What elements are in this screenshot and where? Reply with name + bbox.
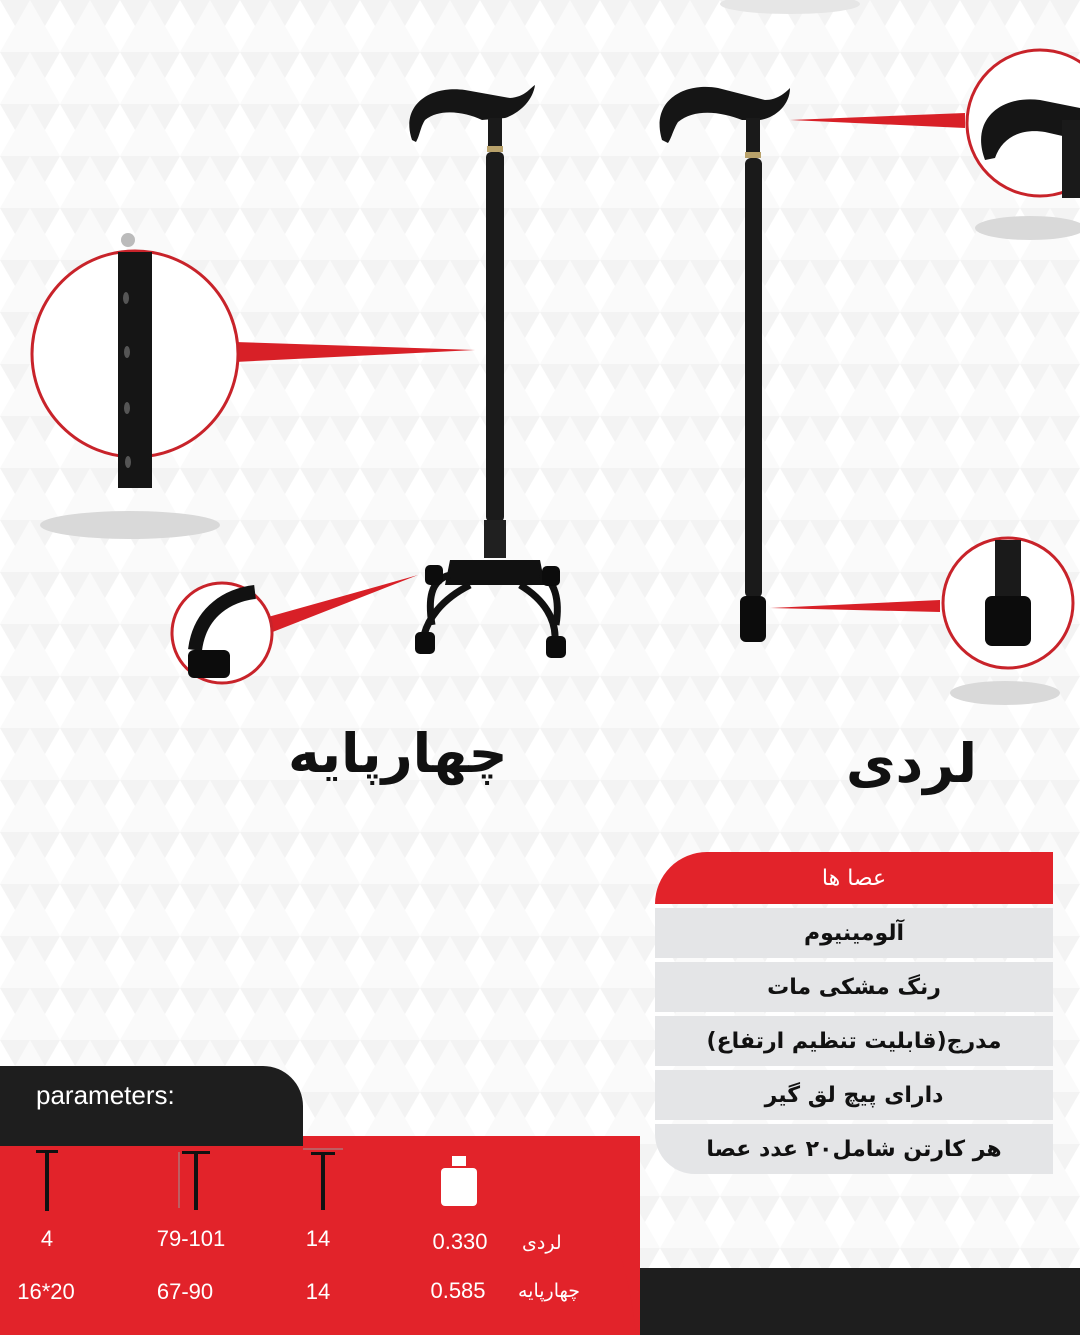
lordy-cane-image: [660, 87, 790, 642]
param-value: 14: [305, 1226, 331, 1251]
footer-dark-band: [600, 1268, 1080, 1335]
spec-table: [655, 852, 1053, 1174]
param-value: 4: [40, 1226, 54, 1251]
param-height: 79-101: [156, 1226, 226, 1251]
handle-width-icon: [36, 1148, 58, 1212]
spec-row-carton: هر کارتن شامل۲۰ عدد عصا: [655, 1124, 1053, 1174]
handle-detail-zoom: [967, 50, 1080, 198]
callout-pointer: [790, 113, 965, 128]
shadow: [950, 681, 1060, 705]
tip-detail-zoom: [943, 538, 1073, 668]
param-weight: 0.330: [432, 1229, 488, 1254]
param-row-name: چهارپایه: [518, 1280, 581, 1302]
shaft-detail-zoom: [32, 233, 238, 488]
lordy-cane-title: لردی: [846, 732, 978, 795]
callout-pointer: [268, 575, 418, 633]
spec-row-material: آلومینیوم: [655, 908, 1053, 958]
param-value: 16*20: [17, 1279, 75, 1304]
param-row-name: لردی: [522, 1232, 562, 1254]
quad-cane-title: چهارپایه: [288, 722, 508, 785]
spec-row-adjustable: مدرج(قابلیت تنظیم ارتفاع): [655, 1016, 1053, 1066]
shadow: [40, 511, 220, 539]
parameters-label: parameters:: [36, 1080, 175, 1110]
quad-cane-image: [409, 85, 566, 658]
param-height: 67-90: [156, 1279, 214, 1304]
spec-row-color: رنگ مشکی مات: [655, 962, 1053, 1012]
adjustable-height-icon: [176, 1150, 216, 1210]
foot-detail-zoom: [172, 583, 272, 683]
param-weight: 0.585: [430, 1278, 486, 1303]
callout-pointer: [770, 600, 940, 612]
param-value: 14: [305, 1279, 331, 1304]
shadow: [975, 216, 1080, 240]
shadow: [720, 0, 860, 14]
cane-length-icon: [303, 1148, 343, 1210]
callout-pointer: [235, 342, 475, 362]
spec-row-screw: دارای پیچ لق گیر: [655, 1070, 1053, 1120]
weight-icon: [441, 1156, 477, 1206]
spec-table-header: عصا ها: [655, 852, 1053, 904]
